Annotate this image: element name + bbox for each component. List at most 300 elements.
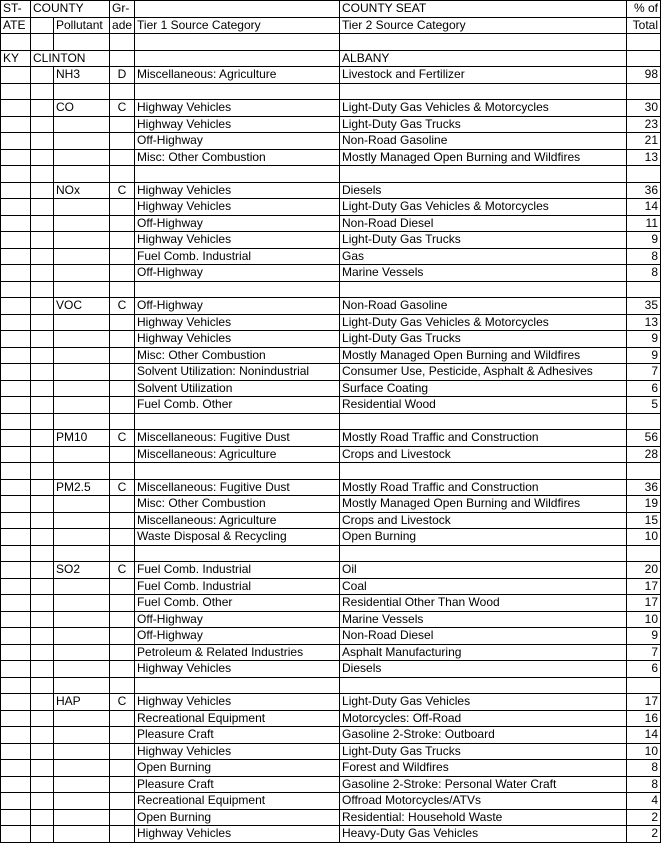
pollutant-cell [54,809,110,826]
percent-cell: 17 [627,595,661,612]
state-cell [1,595,31,612]
header-row-1 [1,1,661,18]
table-row [1,232,661,249]
pollutant-cell [54,314,110,331]
county-cell [31,314,54,331]
spacer-row [1,34,661,51]
county-cell [31,83,54,100]
tier2-cell: Marine Vessels [340,265,627,282]
grade-cell [110,149,135,166]
table-row [1,116,661,133]
tier2-cell: Motorcycles: Off-Road [340,710,627,727]
county-cell [31,776,54,793]
tier1-cell: Misc: Other Combustion [135,149,340,166]
tier2-cell: Coal [340,578,627,595]
table-row [1,776,661,793]
county-cell [31,364,54,381]
tier1-cell: Pleasure Craft [135,727,340,744]
tier2-cell: Diesels [340,661,627,678]
state-cell [1,116,31,133]
grade-cell: C [110,430,135,447]
tier1-cell: Fuel Comb. Other [135,595,340,612]
county-cell [31,545,54,562]
county-cell [31,496,54,513]
tier2-cell: Forest and Wildfires [340,760,627,777]
tier2-cell: Residential: Household Waste [340,809,627,826]
table-row [1,100,661,117]
state-cell [1,248,31,265]
state-cell [1,199,31,216]
tier1-cell: Fuel Comb. Industrial [135,248,340,265]
pollutant-cell [54,116,110,133]
percent-cell: 7 [627,644,661,661]
header-cell [135,1,340,18]
grade-cell [110,710,135,727]
tier1-cell: Highway Vehicles [135,661,340,678]
grade-cell [110,215,135,232]
tier2-cell: Light-Duty Gas Trucks [340,232,627,249]
pollutant-cell [54,364,110,381]
tier1-cell: Miscellaneous: Agriculture [135,446,340,463]
tier1-cell: Miscellaneous: Fugitive Dust [135,479,340,496]
header-cell: Total [627,17,661,34]
grade-cell [110,50,135,67]
percent-cell [627,545,661,562]
tier1-cell: Highway Vehicles [135,199,340,216]
pollutant-cell [54,760,110,777]
tier2-cell: Light-Duty Gas Trucks [340,331,627,348]
tier1-cell: Solvent Utilization: Nonindustrial [135,364,340,381]
grade-cell [110,611,135,628]
percent-cell: 8 [627,776,661,793]
pollutant-cell [54,776,110,793]
percent-cell [627,413,661,430]
county-cell [31,67,54,84]
county-cell [31,479,54,496]
percent-cell: 8 [627,265,661,282]
grade-cell [110,496,135,513]
state-cell [1,644,31,661]
header-cell: ST- [1,1,31,18]
percent-cell: 10 [627,743,661,760]
state-cell [1,529,31,546]
county-cell [31,215,54,232]
grade-cell [110,793,135,810]
table-row [1,496,661,513]
grade-cell [110,248,135,265]
state-cell [1,562,31,579]
table-row [1,364,661,381]
county-cell [31,793,54,810]
county-cell [31,809,54,826]
tier2-cell: Mostly Road Traffic and Construction [340,479,627,496]
tier1-cell [135,413,340,430]
pollutant-cell [54,232,110,249]
tier2-cell: Open Burning [340,529,627,546]
state-cell [1,710,31,727]
percent-cell: 17 [627,694,661,711]
grade-cell: C [110,100,135,117]
tier2-cell [340,413,627,430]
county-cell [31,166,54,183]
tier1-cell [135,545,340,562]
county-cell [31,595,54,612]
tier2-cell: Mostly Managed Open Burning and Wildfires [340,347,627,364]
state-cell [1,694,31,711]
state-cell [1,380,31,397]
header-cell: COUNTY SEAT [340,1,627,18]
tier1-cell: Misc: Other Combustion [135,347,340,364]
table-row [1,479,661,496]
table-row [1,595,661,612]
percent-cell [627,677,661,694]
pollutant-cell: SO2 [54,562,110,579]
pollutant-cell [54,793,110,810]
pollutant-cell [54,149,110,166]
pollutant-cell [54,545,110,562]
header-cell: ade [110,17,135,34]
pollutant-cell [54,248,110,265]
state-cell [1,677,31,694]
percent-cell [627,166,661,183]
header-cell: COUNTY [31,1,110,18]
pollutant-cell [54,529,110,546]
state-cell [1,809,31,826]
tier2-cell: Non-Road Diesel [340,628,627,645]
county-cell [31,694,54,711]
table-row [1,314,661,331]
grade-cell [110,809,135,826]
pollutant-cell [54,347,110,364]
tier2-cell: Consumer Use, Pesticide, Asphalt & Adhesives [340,364,627,381]
grade-cell [110,380,135,397]
header-cell: % of [627,1,661,18]
percent-cell: 17 [627,578,661,595]
table-row [1,463,661,480]
pollutant-cell [54,397,110,414]
tier2-cell: Offroad Motorcycles/ATVs [340,793,627,810]
grade-cell [110,413,135,430]
tier2-cell: Mostly Road Traffic and Construction [340,430,627,447]
pollutant-cell [54,595,110,612]
tier1-cell: Off-Highway [135,611,340,628]
percent-cell: 13 [627,314,661,331]
state-cell [1,133,31,150]
state-cell [1,83,31,100]
state-cell [1,215,31,232]
table-row [1,67,661,84]
tier1-cell: Miscellaneous: Agriculture [135,512,340,529]
tier1-cell [135,463,340,480]
header-cell: Tier 1 Source Category [135,17,340,34]
percent-cell: 20 [627,562,661,579]
grade-cell [110,463,135,480]
table-row [1,743,661,760]
tier1-cell: Petroleum & Related Industries [135,644,340,661]
grade-cell [110,133,135,150]
tier1-cell [135,50,340,67]
tier2-cell: Residential Other Than Wood [340,595,627,612]
tier2-cell: Marine Vessels [340,611,627,628]
county-cell [31,661,54,678]
pollutant-cell: CO [54,100,110,117]
pollutant-cell [54,661,110,678]
pollutant-cell [54,281,110,298]
tier1-cell [135,281,340,298]
tier1-cell: Recreational Equipment [135,710,340,727]
county-cell [31,149,54,166]
state-cell [1,166,31,183]
table-row [1,611,661,628]
table-row [1,809,661,826]
state-cell [1,776,31,793]
tier2-cell: Light-Duty Gas Vehicles & Motorcycles [340,199,627,216]
tier2-cell: Livestock and Fertilizer [340,67,627,84]
pollutant-cell [54,215,110,232]
table-row [1,281,661,298]
percent-cell: 9 [627,232,661,249]
county-cell [31,397,54,414]
county-cell [31,463,54,480]
pollutant-cell [54,413,110,430]
grade-cell [110,232,135,249]
tier1-cell: Highway Vehicles [135,331,340,348]
table-row [1,397,661,414]
header-cell: Pollutant [54,17,110,34]
pollutant-cell [54,727,110,744]
tier2-cell: Gasoline 2-Stroke: Personal Water Craft [340,776,627,793]
table-row [1,793,661,810]
table-row [1,562,661,579]
percent-cell: 30 [627,100,661,117]
table-row [1,248,661,265]
state-cell [1,446,31,463]
county-cell [31,727,54,744]
state-cell [1,760,31,777]
county-row [1,50,661,67]
table-row [1,661,661,678]
pollutant-cell [54,199,110,216]
county-cell [31,380,54,397]
county-cell [31,182,54,199]
tier2-cell [340,463,627,480]
pollutant-cell [54,677,110,694]
tier2-cell: Diesels [340,182,627,199]
tier2-cell [340,677,627,694]
state-cell [1,628,31,645]
tier2-cell: Heavy-Duty Gas Vehicles [340,826,627,843]
table-row [1,446,661,463]
county-cell [31,347,54,364]
percent-cell: 8 [627,760,661,777]
grade-cell: C [110,479,135,496]
state-cell [1,512,31,529]
percent-cell: 8 [627,248,661,265]
tier1-cell: Fuel Comb. Other [135,397,340,414]
table-row [1,413,661,430]
tier2-cell: Mostly Managed Open Burning and Wildfires [340,149,627,166]
table-row [1,826,661,843]
tier1-cell: Miscellaneous: Agriculture [135,67,340,84]
state-cell [1,743,31,760]
tier1-cell: Off-Highway [135,265,340,282]
pollutant-cell [54,83,110,100]
table-row [1,166,661,183]
state-cell [1,331,31,348]
percent-cell: 9 [627,331,661,348]
county-cell [31,512,54,529]
grade-cell [110,727,135,744]
pollutant-cell [54,265,110,282]
state-cell [1,661,31,678]
table-row [1,149,661,166]
county-cell [31,826,54,843]
state-cell [1,413,31,430]
pollutant-cell [54,644,110,661]
table-row [1,199,661,216]
tier2-cell: Crops and Livestock [340,512,627,529]
grade-cell [110,826,135,843]
percent-cell: 4 [627,793,661,810]
state-cell [1,347,31,364]
percent-cell [627,281,661,298]
percent-cell: 10 [627,529,661,546]
tier1-cell: Highway Vehicles [135,826,340,843]
grade-cell [110,83,135,100]
percent-cell: 15 [627,512,661,529]
tier1-cell: Highway Vehicles [135,694,340,711]
grade-cell [110,578,135,595]
table-row [1,760,661,777]
county-cell [31,578,54,595]
grade-cell: C [110,298,135,315]
tier1-cell: Miscellaneous: Fugitive Dust [135,430,340,447]
header-cell: Gr- [110,1,135,18]
grade-cell [110,760,135,777]
table-row [1,545,661,562]
tier1-cell: Waste Disposal & Recycling [135,529,340,546]
tier2-cell: Mostly Managed Open Burning and Wildfires [340,496,627,513]
pollutant-cell [54,743,110,760]
percent-cell [627,463,661,480]
grade-cell [110,776,135,793]
tier1-cell: Recreational Equipment [135,793,340,810]
table-row [1,380,661,397]
county-cell [31,413,54,430]
table-row [1,727,661,744]
pollutant-cell [54,446,110,463]
county-cell [31,248,54,265]
percent-cell: 21 [627,133,661,150]
county-cell [31,644,54,661]
state-cell [1,364,31,381]
tier1-cell [135,677,340,694]
tier2-cell: Light-Duty Gas Vehicles & Motorcycles [340,314,627,331]
state-cell [1,265,31,282]
table-row [1,644,661,661]
county-cell [31,232,54,249]
pollutant-cell [54,578,110,595]
pollutant-cell: NH3 [54,67,110,84]
state-cell [1,545,31,562]
tier1-cell: Off-Highway [135,215,340,232]
percent-cell: 14 [627,727,661,744]
state-cell [1,496,31,513]
tier2-cell: Non-Road Gasoline [340,298,627,315]
tier2-cell: Oil [340,562,627,579]
tier1-cell: Off-Highway [135,298,340,315]
county-cell [31,760,54,777]
tier2-cell: Crops and Livestock [340,446,627,463]
percent-cell [627,50,661,67]
tier1-cell: Off-Highway [135,628,340,645]
pollutant-cell [54,133,110,150]
tier1-cell: Highway Vehicles [135,743,340,760]
percent-cell: 36 [627,182,661,199]
grade-cell [110,364,135,381]
county-cell [31,133,54,150]
state-cell [1,578,31,595]
percent-cell: 10 [627,611,661,628]
pollutant-cell [54,710,110,727]
grade-cell [110,529,135,546]
pollutant-cell: VOC [54,298,110,315]
grade-cell [110,628,135,645]
pollutant-cell: HAP [54,694,110,711]
grade-cell [110,314,135,331]
header-cell: ATE [1,17,31,34]
tier1-cell: Fuel Comb. Industrial [135,578,340,595]
grade-cell [110,331,135,348]
grade-cell: C [110,694,135,711]
state-cell [1,298,31,315]
pollutant-cell [54,628,110,645]
pollutant-cell: PM10 [54,430,110,447]
grade-cell [110,166,135,183]
tier2-cell: Gas [340,248,627,265]
county-cell [31,529,54,546]
percent-cell: 6 [627,380,661,397]
tier1-cell: Highway Vehicles [135,314,340,331]
county-cell: CLINTON [31,50,110,67]
table-row [1,182,661,199]
tier2-cell [340,281,627,298]
grade-cell [110,265,135,282]
county-cell [31,677,54,694]
tier2-cell: Residential Wood [340,397,627,414]
tier1-cell: Highway Vehicles [135,116,340,133]
header-cell [31,17,54,34]
tier2-cell: Asphalt Manufacturing [340,644,627,661]
tier2-cell: Light-Duty Gas Trucks [340,116,627,133]
state-cell [1,281,31,298]
pollutant-cell: NOx [54,182,110,199]
tier2-cell: Non-Road Gasoline [340,133,627,150]
county-cell [31,281,54,298]
percent-cell: 13 [627,149,661,166]
tier1-cell: Off-Highway [135,133,340,150]
state-cell [1,479,31,496]
state-cell: KY [1,50,31,67]
county-cell [31,710,54,727]
state-cell [1,727,31,744]
table-row [1,578,661,595]
grade-cell [110,644,135,661]
percent-cell: 7 [627,364,661,381]
table-row [1,512,661,529]
tier1-cell: Misc: Other Combustion [135,496,340,513]
tier1-cell: Open Burning [135,760,340,777]
